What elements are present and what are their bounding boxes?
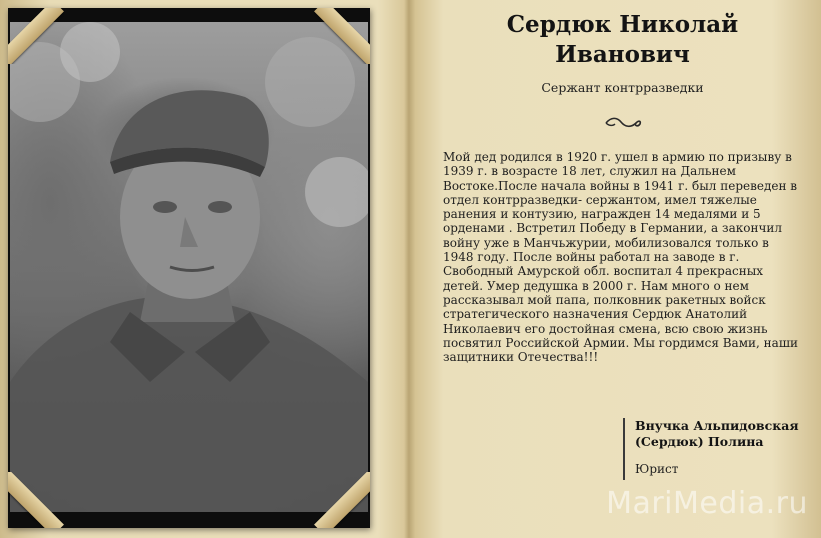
person-name: Сердюк Николай Иванович <box>506 11 739 68</box>
photo-corner-bottom-right <box>314 472 370 528</box>
author-occupation: Юрист <box>635 462 679 476</box>
photo-corner-bottom-left <box>8 472 64 528</box>
author-name: Внучка Альпидовская (Сердюк) Полина <box>635 418 799 449</box>
photo-corner-top-left <box>8 8 64 64</box>
photo-corner-top-right <box>314 8 370 64</box>
portrait-photo-frame <box>8 8 370 528</box>
site-watermark: MariMedia.ru <box>606 486 808 521</box>
decorative-flourish-icon <box>603 114 643 132</box>
portrait-photo <box>10 22 368 512</box>
person-rank: Сержант контрразведки <box>541 80 704 95</box>
portrait-silhouette <box>10 22 368 512</box>
author-signature <box>623 418 815 480</box>
biography-text: Мой дед родился в 1920 г. ушел в армию по призыву в 1939 г. в возрасте 18 лет, служил на Дальнем Востоке.После начала войны в 1941 г. был переведен в отдел контрразведки- сержантом, имел тяжелые ранения и контузию, награжден 14 медалями и 5 орденами . Встретил Победу в Германии, а закончил войну уже в Манчьжурии, мобилизовался только в 1948 году. После войны работал на заводе в г. Свободный Амурской обл. воспитал 4 прекрасных детей. Умер дедушка в 2000 г. Нам много о нем рассказывал мой папа, полковник ракетных войск стратегического назначения Сердюк Анатолий Николаевич его достойная смена, всю свою жизнь посвятил Российской Армии. Мы гордимся Вами, наши защитники Отечества!!! <box>443 150 798 365</box>
